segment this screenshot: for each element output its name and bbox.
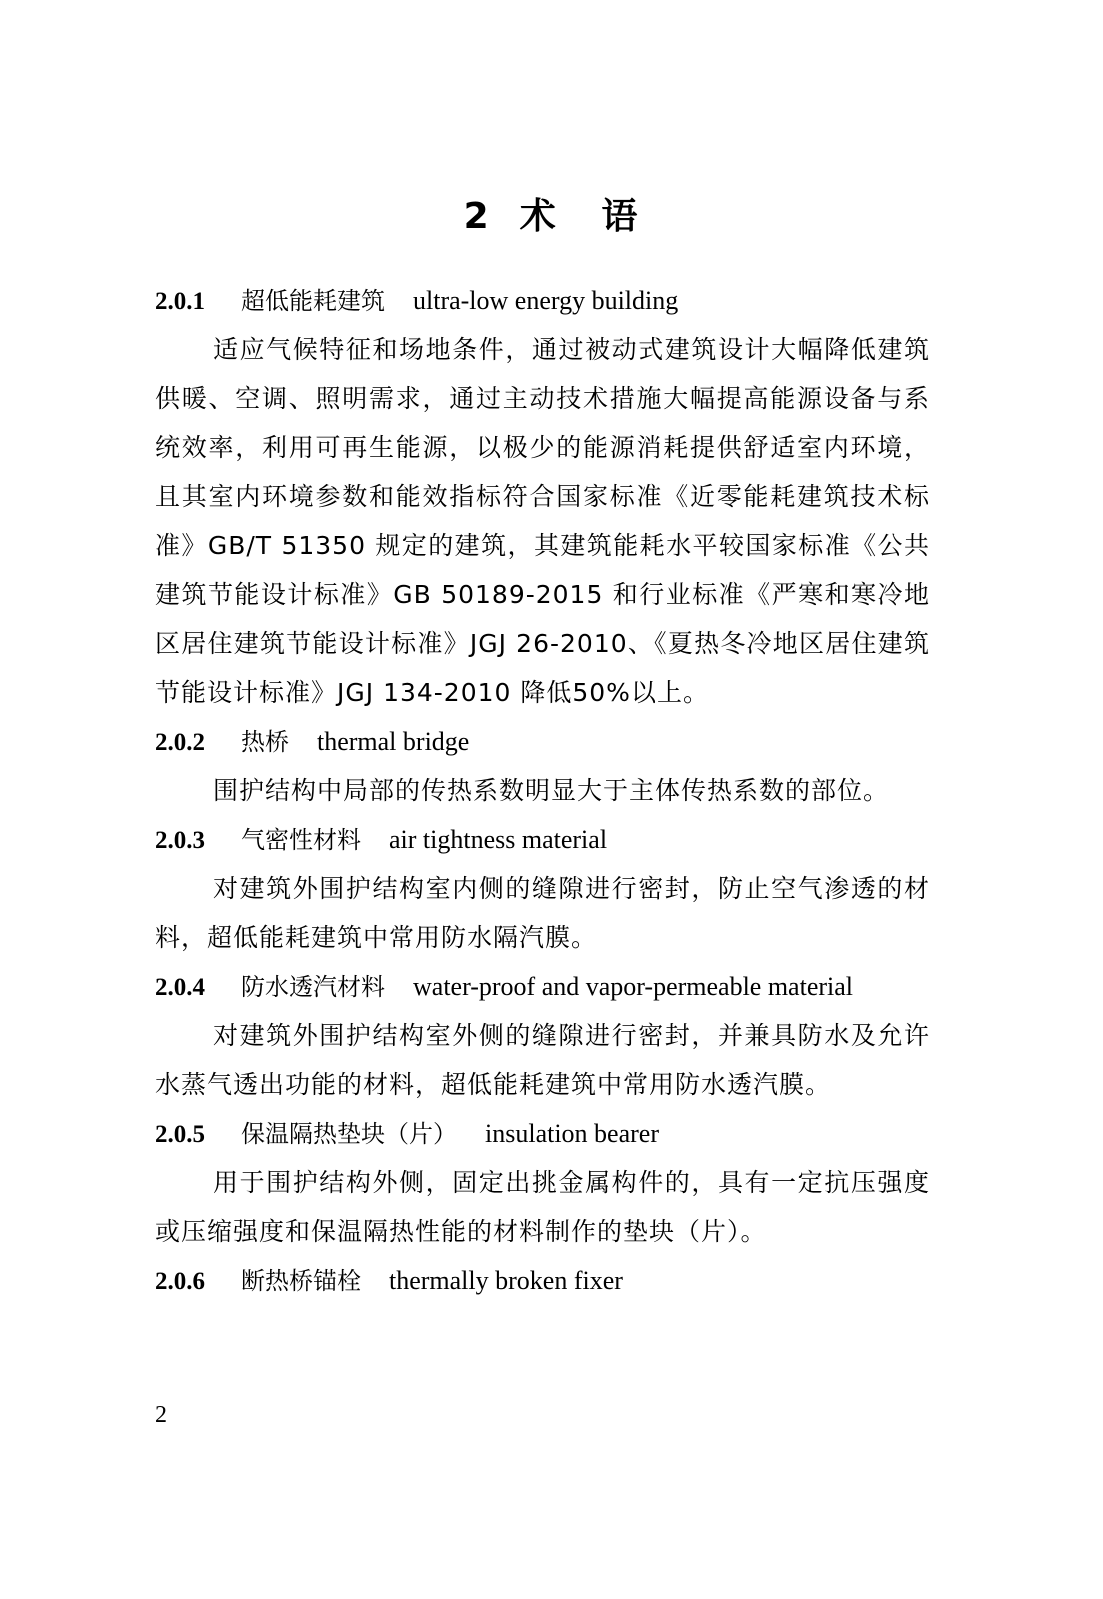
term-entry-2-0-4 [155,962,930,1109]
term-chinese-name: 超低能耗建筑 [241,287,385,315]
term-english-name: ultra-low energy building [413,286,679,315]
page-number: 2 [155,1402,167,1428]
term-definition: 围护结构中局部的传热系数明显大于主体传热系数的部位。 [213,776,890,805]
chapter-title: 2 术 语 [463,196,640,237]
term-number: 2.0.3 [155,827,205,854]
term-heading [155,717,930,766]
term-heading [155,1256,930,1305]
term-entry-2-0-3 [155,815,930,962]
term-english-name: air tightness material [389,825,608,854]
term-english-name: thermally broken fixer [389,1266,623,1295]
term-chinese-name: 保温隔热垫块（片） [241,1120,457,1148]
term-definition: 用于围护结构外侧，固定出挑金属构件的，具有一定抗压强度或压缩强度和保温隔热性能的材料制作的垫块（片）。 [155,1168,930,1246]
term-number: 2.0.6 [155,1268,205,1295]
term-heading [155,276,930,325]
term-heading [155,962,930,1011]
term-english-name: water-proof and vapor-permeable material [413,972,854,1001]
term-english-name: insulation bearer [485,1119,659,1148]
terms-section [155,276,930,1305]
term-number: 2.0.4 [155,974,205,1001]
term-entry-2-0-5 [155,1109,930,1256]
term-number: 2.0.1 [155,288,205,315]
term-english-name: thermal bridge [317,727,470,756]
term-entry-2-0-1 [155,276,930,717]
term-entry-2-0-2 [155,717,930,815]
term-chinese-name: 气密性材料 [241,826,361,854]
term-chinese-name: 防水透汽材料 [241,973,385,1001]
term-definition: 对建筑外围护结构室内侧的缝隙进行密封，防止空气渗透的材料，超低能耗建筑中常用防水隔汽膜。 [155,874,930,952]
term-chinese-name: 断热桥锚栓 [241,1267,361,1295]
term-chinese-name: 热桥 [241,728,289,756]
term-definition: 适应气候特征和场地条件，通过被动式建筑设计大幅降低建筑供暖、空调、照明需求，通过主动技术措施大幅提高能源设备与系统效率，利用可再生能源，以极少的能源消耗提供舒适室内环境，且其室内环境参数和能效指标符合国家标准《近零能耗建筑技术标准》GB/T 51350 规定的建筑，其建筑能耗水平较国家标准《公共建筑节能设计标准》GB 50189-2015 和行业标准《严寒和寒冷地区居住建筑节能设计标准》JGJ 26-2010、《夏热冬冷地区居住建筑节能设计标准》JGJ 134-2010 降低50%以上。 [155,335,930,707]
term-heading [155,1109,930,1158]
term-definition: 对建筑外围护结构室外侧的缝隙进行密封，并兼具防水及允许水蒸气透出功能的材料，超低能耗建筑中常用防水透汽膜。 [155,1021,930,1099]
term-number: 2.0.5 [155,1121,205,1148]
term-number: 2.0.2 [155,729,205,756]
term-heading [155,815,930,864]
term-entry-2-0-6 [155,1256,930,1305]
